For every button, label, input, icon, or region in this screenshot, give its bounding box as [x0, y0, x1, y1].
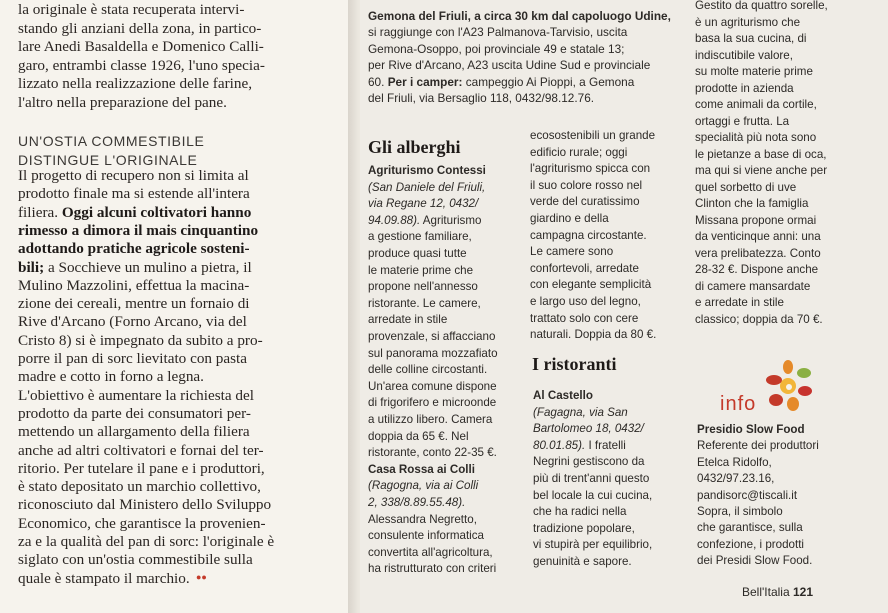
- text-line: lare Anedi Basaldella e Domenico Calli-: [18, 38, 264, 55]
- text-line: da venticinque anni: una: [695, 230, 821, 243]
- text-line: (San Daniele del Friuli,: [368, 180, 486, 194]
- text-line: indiscutibile valore,: [695, 48, 793, 62]
- text-line: Clinton che la famiglia: [695, 197, 809, 210]
- text-line: adottando pratiche agricole sosteni-: [18, 240, 250, 258]
- text-line: Gemona-Osoppo, poi provinciale 49 e statale 13;: [368, 41, 625, 56]
- text-line: L'obiettivo è aumentare la richiesta del: [18, 386, 254, 404]
- text-line: genuinità e sapore.: [533, 555, 632, 568]
- text-line: ristorante. Le camere,: [368, 296, 481, 310]
- text-line: e arredate in stile: [695, 296, 784, 309]
- text-line: è un agriturismo che: [695, 15, 801, 29]
- page-footer: [742, 585, 813, 599]
- text-line: 2, 338/8.89.55.48).: [368, 496, 466, 509]
- text-line: Cristo 8) si è impegnato da subito a pro-: [18, 331, 263, 349]
- text-line: quel sorbetto di uve: [695, 180, 797, 194]
- text-line: Un'area comune dispone: [368, 379, 497, 393]
- text-line: ritorio. Per tutelare il pane e i produttori,: [18, 459, 265, 477]
- text-line: ristorante, conto 22-35 €.: [368, 446, 497, 460]
- info-label: info: [720, 393, 757, 415]
- text-line: verde del curatissimo: [530, 195, 640, 209]
- text-line: doppia da 65 €. Nel: [368, 429, 469, 443]
- text-line: specialità più nota sono: [695, 131, 817, 144]
- text-line: via Regane 12, 0432/: [368, 197, 479, 211]
- text-line: 60. Per i camper: campeggio Ai Pioppi, a Gemona: [368, 74, 635, 89]
- text-line: Missana propone ormai: [695, 213, 817, 227]
- text-line: bel locale la cui cucina,: [533, 488, 653, 502]
- text-line: del Friuli, via Bersaglio 118, 0432/98.12.76.: [368, 91, 595, 105]
- text-line: 80.01.85). I fratelli: [533, 438, 626, 452]
- text-line: Agriturismo Contessi: [368, 164, 486, 177]
- text-line: pandisorc@tiscali.it: [697, 488, 798, 502]
- text-line: stando gli anziani della zona, in partico-: [18, 19, 262, 37]
- text-line: Al Castello: [533, 389, 593, 402]
- text-line: arredate in stile: [368, 313, 448, 327]
- text-line: confortevoli, arredate: [530, 261, 639, 275]
- text-line: rimesso a dimora il mais cinquantino: [18, 221, 259, 239]
- text-line: naturali. Doppia da 80 €.: [530, 328, 657, 342]
- text-line: za e la qualità del pan di sorc: l'originale è: [18, 533, 275, 550]
- alberghi-heading: Gli alberghi: [368, 137, 461, 157]
- text-line: Gestito da quattro sorelle,: [695, 0, 828, 12]
- text-line: dei Presidi Slow Food.: [697, 554, 813, 568]
- text-line: garo, entrambi classe 1926, l'uno specia-: [18, 56, 265, 74]
- text-line: più di trent'anni questo: [533, 472, 650, 485]
- section-subtitle-line: UN'OSTIA COMMESTIBILE: [18, 133, 205, 149]
- end-mark-icon: ●●: [196, 572, 207, 582]
- text-line: 0432/97.23.16,: [697, 472, 775, 486]
- text-line: consulente informatica: [368, 529, 484, 543]
- text-line: convertita all'agricoltura,: [368, 545, 493, 559]
- text-line: le materie prime che: [368, 263, 474, 277]
- text-line: lizzato nella realizzazione delle farine,: [18, 75, 252, 92]
- text-line: vi stupirà per equilibrio,: [533, 538, 653, 552]
- text-line: di camere mansardate: [695, 279, 811, 293]
- text-line: Rive d'Arcano (Forno Arcano, via del: [18, 313, 247, 331]
- text-line: provenzale, si affacciano: [368, 330, 496, 343]
- text-line: la originale è stata recuperata intervi-: [18, 1, 245, 18]
- text-line: il suo colore rosso nel: [530, 178, 643, 192]
- text-line: si raggiunge con l'A23 Palmanova-Tarvisio, uscita: [368, 25, 628, 40]
- text-line: bili; a Socchieve un mulino a pietra, il: [18, 258, 252, 276]
- text-line: ha ristrutturato con criteri: [368, 562, 497, 576]
- text-line: che ha radici nella: [533, 505, 627, 519]
- text-line: e largo uso del legno,: [530, 295, 641, 308]
- text-line: mettendo un allargamento della filiera: [18, 423, 250, 441]
- text-line: (Ragogna, via ai Colli: [368, 479, 479, 493]
- text-line: classico; doppia da 70 €.: [695, 312, 823, 326]
- page-number: 121: [793, 585, 814, 599]
- text-line: porre il pan di sorc lievitato con pasta: [18, 350, 248, 367]
- text-line: prodotto da parte dei consumatori per-: [18, 404, 251, 422]
- text-line: Le camere sono: [530, 245, 614, 259]
- text-line: a utilizzo libero. Camera: [368, 413, 493, 426]
- text-line: l'agriturismo spicca con: [530, 162, 651, 176]
- text-line: per Rive d'Arcano, A23 uscita Udine Sud e provinciale: [368, 58, 651, 73]
- text-line: riconosciuto dal Ministero dello Sviluppo: [18, 496, 272, 514]
- section-subtitle-line: DISTINGUE L'ORIGINALE: [18, 152, 198, 168]
- text-line: Alessandra Negretto,: [368, 512, 477, 526]
- text-line: giardino e della: [530, 212, 609, 225]
- text-line: a gestione familiare,: [368, 230, 472, 244]
- magazine-name: Bell'Italia: [742, 585, 790, 599]
- ristoranti-heading: I ristoranti: [532, 354, 617, 374]
- text-line: 94.09.88). Agriturismo: [368, 213, 482, 227]
- text-line: come animali da cortile,: [695, 98, 817, 111]
- text-line: madre e cotto in forno a legna.: [18, 368, 204, 386]
- text-line: Economico, che garantisce la provenien-: [18, 514, 266, 532]
- text-line: edificio rurale; oggi: [530, 145, 628, 159]
- text-line: è stato depositato un marchio collettivo,: [18, 478, 261, 496]
- text-line: 28-32 €. Dispone anche: [695, 263, 819, 276]
- text-line: confezione, i prodotti: [697, 537, 804, 551]
- text-line: prodotto finale ma si estende all'intera: [18, 185, 250, 203]
- text-line: delle colline circostanti.: [368, 363, 488, 377]
- text-line: propone nell'annesso: [368, 280, 478, 294]
- text-line: su molte materie prime: [695, 65, 813, 78]
- text-line: anche ad altri coltivatori e fornai del ter-: [18, 441, 264, 459]
- text-line: campagna circostante.: [530, 228, 647, 242]
- text-line: quale è stampato il marchio.: [18, 569, 190, 587]
- text-line: vera prelibatezza. Conto: [695, 246, 821, 260]
- text-line: (Fagagna, via San: [533, 405, 628, 419]
- text-line: l'altro nella preparazione del pane.: [18, 93, 227, 111]
- text-line: Mulino Mazzolini, effettua la macina-: [18, 276, 250, 294]
- text-line: che garantisce, sulla: [697, 521, 803, 535]
- slow-food-presidio-logo-icon: [760, 358, 816, 414]
- text-line: di frigorifero e microonde: [368, 396, 497, 410]
- text-line: ecosostenibili un grande: [530, 129, 656, 142]
- text-line: Gemona del Friuli, a circa 30 km dal capoluogo Udine,: [368, 9, 671, 23]
- text-line: siglato con un'ostia commestibile sulla: [18, 551, 253, 569]
- text-line: zione dei cereali, mentre un fornaio di: [18, 295, 250, 313]
- text-line: produce quasi tutte: [368, 247, 467, 260]
- text-line: Bartolomeo 18, 0432/: [533, 422, 644, 436]
- text-line: ma qui si viene anche per: [695, 164, 828, 177]
- text-line: filiera. Oggi alcuni coltivatori hanno: [18, 203, 252, 221]
- text-line: le pietanze a base di oca,: [695, 147, 827, 161]
- text-line: Sopra, il simbolo: [697, 505, 783, 518]
- text-line: trattato solo con cere: [530, 311, 639, 325]
- text-line: basa la sua cucina, di: [695, 32, 807, 45]
- text-line: sul panorama mozzafiato: [368, 346, 498, 360]
- text-line: Negrini gestiscono da: [533, 455, 645, 469]
- text-line: Il progetto di recupero non si limita al: [18, 167, 249, 184]
- text-line: Casa Rossa ai Colli: [368, 462, 475, 476]
- text-line: Presidio Slow Food: [697, 423, 805, 436]
- text-line: Etelca Ridolfo,: [697, 455, 772, 469]
- text-line: ortaggi e frutta. La: [695, 114, 790, 128]
- text-line: Referente dei produttori: [697, 439, 819, 453]
- text-line: tradizione popolare,: [533, 521, 635, 535]
- text-line: prodotte in azienda: [695, 81, 794, 95]
- text-line: con elegante semplicità: [530, 278, 652, 292]
